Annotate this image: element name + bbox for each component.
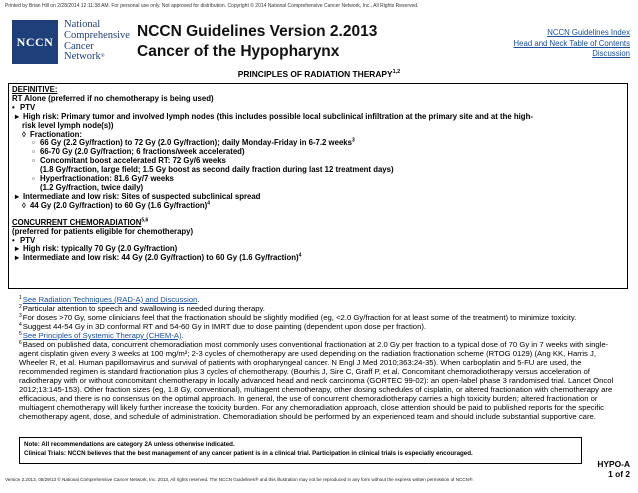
concurrent-high-risk: High risk: typically 70 Gy (2.0 Gy/fraction) bbox=[23, 244, 178, 254]
fractionation-option-2: 66-70 Gy (2.0 Gy/fraction; 6 fractions/week accelerated) bbox=[40, 147, 245, 157]
diamond-bullet-icon: ◊ bbox=[22, 200, 26, 210]
footnote-4: Suggest 44-54 Gy in 3D conformal RT and 54-60 Gy in IMRT due to dose painting (dependent upon dose per fraction). bbox=[22, 322, 427, 331]
recommendations-box: DEFINITIVE: RT Alone (preferred if no chemotherapy is being used) • PTV ▸ High risk: Primary tumor and involved lymph nodes (this includes possible local subclinical infiltration at the primary site and at the high- risk level lymph node(s)) ◊ Fractionation: ▫ 66 Gy (2.2 Gy/fraction) to 72 Gy (2.0 Gy/fraction); daily Monday-Friday in 6-7.2 weeks$^3$ ▫ 66-70 Gy (2.0 Gy/fraction; 6 fractions/week accelerated) ▫ Concomitant boost accelerated RT: 72 Gy/6 weeks (1.8 Gy/fraction, large field; 1.5 Gy boost as second daily fraction during last 12 treatment days) ▫ Hyperfractionation: 81.6 Gy/7 weeks (1.2 Gy/fraction, twice daily) ▸ Intermediate and low risk: Sites of suspected subclinical spread ◊ 44 Gy (2.0 Gy/fraction) to 60 Gy (1.6 Gy/fraction)$^4$ CONCURRENT CHEMORADIATION$^{5,6}$ (preferred for patients eligible for chemotherapy) • PTV ▸ High risk: typically 70 Gy (2.0 Gy/fraction) ▸ Intermediate and low risk: 44 Gy (2.0 Gy/fraction) to 60 Gy (1.6 Gy/fraction)$^4$ bbox=[8, 83, 628, 289]
logo-word-4: Network bbox=[64, 51, 101, 63]
definitive-subheading: RT Alone (preferred if no chemotherapy is being used) bbox=[12, 93, 214, 103]
square-bullet-icon: ▫ bbox=[32, 138, 35, 148]
logo-word-2: Comprehensive bbox=[64, 29, 130, 41]
square-bullet-icon: ▫ bbox=[32, 147, 35, 157]
discussion-link[interactable]: Discussion bbox=[592, 49, 630, 59]
square-bullet-icon: ▫ bbox=[32, 156, 35, 166]
systemic-therapy-link[interactable]: See Principles of Systemic Therapy (CHEM-A) bbox=[22, 331, 182, 340]
definitive-heading: DEFINITIVE: bbox=[12, 85, 58, 94]
section-title: PRINCIPLES OF RADIATION THERAPY$^{1,2}$ bbox=[237, 69, 401, 79]
cancer-type-title: Cancer of the Hypopharynx bbox=[137, 43, 340, 60]
page-number: 1 of 2 bbox=[608, 469, 630, 479]
concurrent-subheading: (preferred for patients eligible for chemotherapy) bbox=[12, 226, 194, 236]
print-notice: Printed by Brian Hill on 2/28/2014 12:11:38 AM. For personal use only. Not approved for distribution. Copyright © 2014 National Comprehensive Cancer Network, Inc., All Rights Reserved. bbox=[5, 3, 419, 9]
fractionation-option-4-detail: (1.2 Gy/fraction, twice daily) bbox=[40, 182, 144, 192]
fractionation-option-1: 66 Gy (2.2 Gy/fraction) to 72 Gy (2.0 Gy/fraction); daily Monday-Friday in 6-7.2 weeks bbox=[40, 138, 352, 148]
arrow-bullet-icon: ▸ bbox=[15, 253, 19, 263]
logo-wordmark bbox=[64, 20, 130, 63]
note-box bbox=[19, 437, 582, 464]
fractionation-label: Fractionation: bbox=[30, 129, 82, 139]
definitive-intermediate-dose: 44 Gy (2.0 Gy/fraction) to 60 Gy (1.6 Gy/fraction) bbox=[30, 200, 208, 210]
bullet-icon: • bbox=[12, 102, 15, 112]
logo-word-3: Cancer bbox=[64, 40, 94, 52]
clinical-trials-note: Clinical Trials: NCCN believes that the best management of any cancer patient is in a clinical trial. Participation in clinical trials is especially encouraged. bbox=[24, 450, 473, 457]
fractionation-option-3-detail: (1.8 Gy/fraction, large field; 1.5 Gy boost as second daily fraction during last 12 treatment days) bbox=[40, 165, 394, 175]
arrow-bullet-icon: ▸ bbox=[15, 244, 19, 254]
definitive-high-risk: High risk: Primary tumor and involved lymph nodes (this includes possible local subclinical infiltration at the primary site and at the high- bbox=[23, 111, 533, 121]
nav-links bbox=[514, 28, 630, 60]
footnote-6: Based on published data, concurrent chemoradiation most commonly uses conventional fractionation at 2.0 Gy per fraction to a typical dose of 70 Gy in 7 weeks with single-agent cisplatin given every 3 weeks at 100 mg/m²; 2-3 cycles of chemotherapy are used depending on the radiation fractionation scheme (RTOG 0129) (Ang KK, Harris J, Wheeler R, et al. Human papillomavirus and survival of patients with oropharyngeal cancer. N Engl J Med 2010;363:24-35). When carboplatin and 5-FU are used, the recommended regimen is standard fractionation plus 3 cycles of chemotherapy. (Bourhis J, Sire C, Graff P, et al. Concomitant chemoradiotherapy versus acceleration of radiotherapy with or without concomitant chemotherapy in locally advanced head and neck carcinoma (GORTEC 99-02): an open-label phase 3 randomised trial. Lancet Oncol 2012;13:145-153). Other fraction sizes (eg, 1.8 Gy, conventional), multiagent chemotherapy, other dosing schedules of cisplatin, or altered fractionation with chemotherapy are efficacious, and there is no consensus on the optimal approach. In general, the use of concurrent chemoradiotherapy carries a high toxicity burden; altered fractionation or multiagent chemotherapy will likely further increase the toxicity burden. For any chemoradiation approach, close attention should be paid to published reports for the specific chemotherapy agent, dose, and schedule of administration. Chemoradiation should be performed by an experienced team and should include substantial supportive care. bbox=[19, 340, 614, 421]
footnote-3: For doses >70 Gy, some clinicians feel that the fractionation should be slightly modified (eg, <2.0 Gy/fraction for at least some of the treatment) to minimize toxicity. bbox=[22, 313, 577, 322]
concurrent-ptv: PTV bbox=[20, 235, 36, 245]
concurrent-intermediate-risk: Intermediate and low risk: 44 Gy (2.0 Gy/fraction) to 60 Gy (1.6 Gy/fraction) bbox=[23, 253, 299, 263]
logo-mark: NCCN bbox=[12, 20, 58, 64]
guideline-version-title: NCCN Guidelines Version 2.2013 bbox=[137, 23, 378, 40]
version-copyright: Version 2.2013, 05/29/13 © National Comprehensive Cancer Network, Inc. 2013, All rights reserved. The NCCN Guidelines® and this illustration may not be reproduced in any form without the express written permission of NCCN®. bbox=[5, 477, 474, 482]
guidelines-index-link[interactable]: NCCN Guidelines Index bbox=[547, 28, 630, 37]
arrow-bullet-icon: ▸ bbox=[15, 111, 19, 121]
diamond-bullet-icon: ◊ bbox=[22, 129, 26, 139]
arrow-bullet-icon: ▸ bbox=[15, 191, 19, 201]
footnote-2: Particular attention to speech and swallowing is needed during therapy. bbox=[22, 304, 265, 313]
fractionation-option-3: Concomitant boost accelerated RT: 72 Gy/6 weeks bbox=[40, 156, 226, 166]
bullet-icon: • bbox=[12, 235, 15, 245]
square-bullet-icon: ▫ bbox=[32, 174, 35, 184]
definitive-ptv: PTV bbox=[20, 102, 36, 112]
concurrent-heading: CONCURRENT CHEMORADIATION bbox=[12, 217, 142, 227]
page-identifier bbox=[597, 459, 630, 479]
fractionation-option-4: Hyperfractionation: 81.6 Gy/7 weeks bbox=[40, 174, 174, 184]
radiation-techniques-link[interactable]: See Radiation Techniques (RAD-A) and Discussion bbox=[22, 295, 198, 304]
definitive-high-risk-cont: risk level lymph node(s)) bbox=[22, 120, 114, 130]
category-note: Note: All recommendations are category 2A unless otherwise indicated. bbox=[24, 441, 235, 448]
footnotes: $^1$See Radiation Techniques (RAD-A) and Discussion. $^2$Particular attention to speech and swallowing is needed during therapy. $^3$For doses >70 Gy, some clinicians feel that the fractionation should be slightly modified (eg, <2.0 Gy/fraction for at least some of the treatment) to minimize toxicity. $^4$Suggest 44-54 Gy in 3D conformal RT and 54-60 Gy in IMRT due to dose painting (dependent upon dose per fraction). $^5$See Principles of Systemic Therapy (CHEM-A). $^6$Based on published data, concurrent chemoradiation most commonly uses conventional fractionation at 2.0 Gy per fraction to a typical dose of 70 Gy in 7 weeks with single-agent cisplatin given every 3 weeks at 100 mg/m²; 2-3 cycles of chemotherapy are used depending on the radiation fractionation scheme (RTOG 0129) (Ang KK, Harris J, Wheeler R, et al. Human papillomavirus and survival of patients with oropharyngeal cancer. N Engl J Med 2010;363:24-35). When carboplatin and 5-FU are used, the recommended regimen is standard fractionation plus 3 cycles of chemotherapy. (Bourhis J, Sire C, Graff P, et al. Concomitant chemoradiotherapy versus acceleration of radiotherapy with or without concomitant chemotherapy in locally advanced head and neck carcinoma (GORTEC 99-02): an open-label phase 3 randomised trial. Lancet Oncol 2012;13:145-153). Other fraction sizes (eg, 1.8 Gy, conventional), multiagent chemotherapy, other dosing schedules of cisplatin, or altered fractionation with chemotherapy are efficacious, and there is no consensus on the optimal approach. In general, the use of concurrent chemoradiotherapy carries a high toxicity burden; altered fractionation or multiagent chemotherapy will likely further increase the toxicity burden. For any chemoradiation approach, close attention should be paid to published reports for the specific chemotherapy agent, dose, and schedule of administration. Chemoradiation should be performed by an experienced team and should include substantial supportive care. bbox=[19, 295, 614, 421]
page-code: HYPO-A bbox=[597, 459, 630, 469]
logo-registered: ® bbox=[100, 54, 105, 60]
definitive-intermediate-risk: Intermediate and low risk: Sites of suspected subclinical spread bbox=[23, 191, 261, 201]
table-of-contents-link[interactable]: Head and Neck Table of Contents bbox=[513, 38, 630, 48]
logo-word-1: National bbox=[64, 19, 101, 30]
nccn-logo[interactable] bbox=[12, 20, 128, 64]
